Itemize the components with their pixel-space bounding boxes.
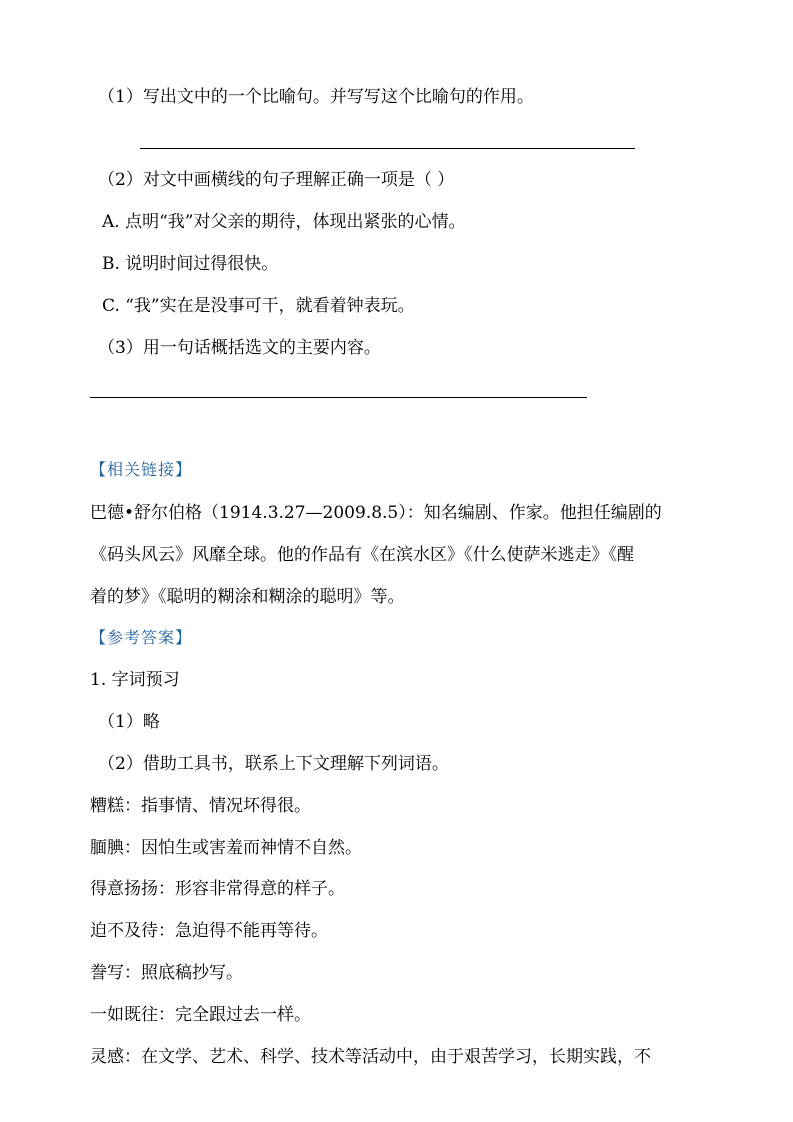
option-a: A. 点明“我”对父亲的期待，体现出紧张的心情。 xyxy=(102,212,466,232)
option-c: C. “我”实在是没事可干，就看着钟表玩。 xyxy=(102,296,415,316)
word-definition: 誊写：照底稿抄写。 xyxy=(90,963,243,983)
answer-blank-line-1 xyxy=(140,148,635,149)
option-b: B. 说明时间过得很快。 xyxy=(102,254,279,274)
question-3: （3）用一句话概括选文的主要内容。 xyxy=(98,338,381,358)
question-1: （1）写出文中的一个比喻句。并写写这个比喻句的作用。 xyxy=(98,87,534,107)
word-definition: 得意扬扬：形容非常得意的样子。 xyxy=(90,879,345,899)
answer-sub-1: （1）略 xyxy=(98,712,160,732)
answer-item-1: 1. 字词预习 xyxy=(90,670,180,690)
related-text-line-2: 《码头风云》风靡全球。他的作品有《在滨水区》《什么使萨米逃走》《醒 xyxy=(90,545,634,565)
word-definition: 迫不及待：急迫得不能再等待。 xyxy=(90,921,328,941)
related-text-line-1: 巴德•舒尔伯格（1914.3.27—2009.8.5）：知名编剧、作家。他担任编剧的 xyxy=(90,503,662,523)
reference-answers-heading: 【参考答案】 xyxy=(90,628,193,647)
related-text-line-3: 着的梦》《聪明的糊涂和糊涂的聪明》等。 xyxy=(90,587,405,607)
related-links-heading: 【相关链接】 xyxy=(90,460,193,479)
answer-sub-2: （2）借助工具书，联系上下文理解下列词语。 xyxy=(98,754,449,774)
word-definition: 腼腆：因怕生或害羞而神情不自然。 xyxy=(90,838,362,858)
answer-blank-line-3 xyxy=(90,397,587,398)
word-definition: 糟糕：指事情、情况坏得很。 xyxy=(90,796,311,816)
question-2: （2）对文中画横线的句子理解正确一项是（ ） xyxy=(98,170,455,190)
word-definition: 灵感：在文学、艺术、科学、技术等活动中，由于艰苦学习，长期实践，不 xyxy=(90,1047,651,1067)
word-definition: 一如既往：完全跟过去一样。 xyxy=(90,1005,311,1025)
